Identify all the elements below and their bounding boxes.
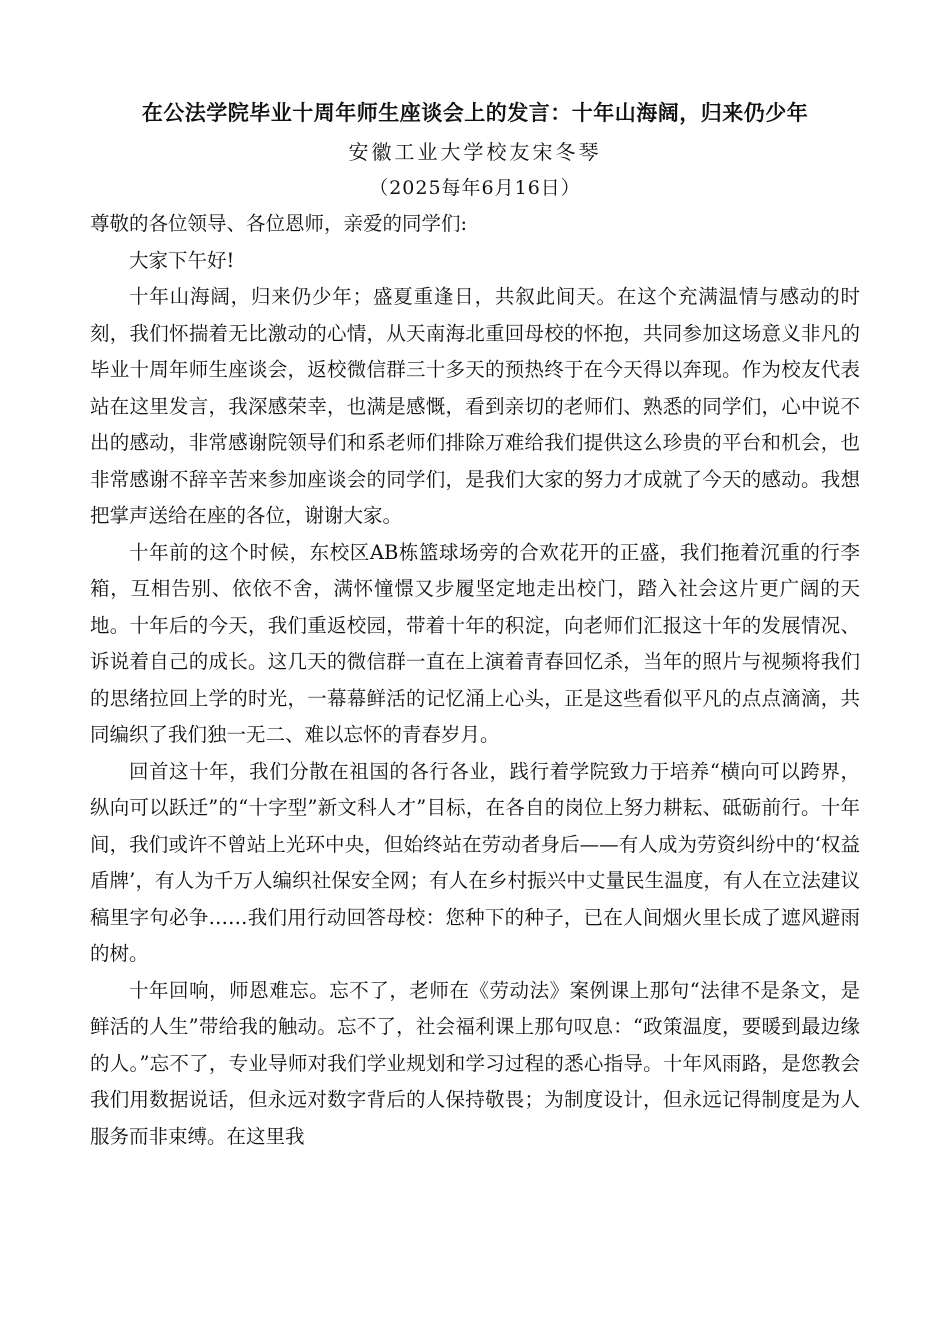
document-body: [90, 206, 860, 1155]
document-date: （2025每年6月16日）: [369, 177, 581, 199]
paragraph-reunion: 十年山海阔，归来仍少年；盛夏重逢日，共叙此间天。在这个充满温情与感动的时刻，我们怀揣着无比激动的心情，从天南海北重回母校的怀抱，共同参加这场意义非凡的毕业十周年师生座谈会，返校微信群三十多天的预热终于在今天得以奔现。作为校友代表站在这里发言，我深感荣幸，也满是感慨，看到亲切的老师们、熟悉的同学们，心中说不出的感动，非常感谢院领导们和系老师们排除万难给我们提供这么珍贵的平台和机会，也非常感谢不辞辛苦来参加座谈会的同学们，是我们大家的努力才成就了今天的感动。我想把掌声送给在座的各位，谢谢大家。: [90, 285, 860, 527]
document-author: 安徽工业大学校友宋冬琴: [348, 140, 602, 164]
paragraph-greeting: 大家下午好!: [129, 248, 235, 272]
salutation: 尊敬的各位领导、各位恩师，亲爱的同学们:: [90, 212, 468, 235]
paragraph-memories: 十年前的这个时候，东校区AB栋篮球场旁的合欢花开的正盛，我们拖着沉重的行李箱，互相告别、依依不舍，满怀憧憬又步履坚定地走出校门，踏入社会这片更广阔的天地。十年后的今天，我们重返校园，带着十年的积淀，向老师们汇报这十年的发展情况、诉说着自己的成长。这几天的微信群一直在上演着青春回忆杀，当年的照片与视频将我们的思绪拉回上学的时光，一幕幕鲜活的记忆涌上心头，正是这些看似平凡的点点滴滴，共同编织了我们独一无二、难以忘怀的青春岁月。: [90, 540, 860, 746]
paragraph-teachers-gratitude: 十年回响，师恩难忘。忘不了，老师在《劳动法》案例课上那句“法律不是条文，是鲜活的人生”带给我的触动。忘不了，社会福利课上那句叹息：“政策温度，要暖到最边缘的人。”忘不了，专业导师对我们学业规划和学习过程的悉心指导。十年风雨路，是您教会我们用数据说话，但永远对数字背后的人保持敬畏；为制度设计，但永远记得制度是为人服务而非束缚。在这里我: [90, 978, 860, 1148]
paragraph-decade-review: 回首这十年，我们分散在祖国的各行各业，践行着学院致力于培养“横向可以跨界，纵向可以跃迁”的“十字型”新文科人才”目标，在各自的岗位上努力耕耘、砥砺前行。十年间，我们或许不曾站上光环中央，但始终站在劳动者身后——有人成为劳资纠纷中的‘权益盾牌’，有人为千万人编织社保安全网；有人在乡村振兴中丈量民生温度，有人在立法建议稿里字句必争……我们用行动回答母校：您种下的种子，已在人间烟火里长成了遮风避雨的树。: [90, 759, 860, 965]
document-title: 在公法学院毕业十周年师生座谈会上的发言：十年山海阔，归来仍少年: [141, 100, 809, 125]
